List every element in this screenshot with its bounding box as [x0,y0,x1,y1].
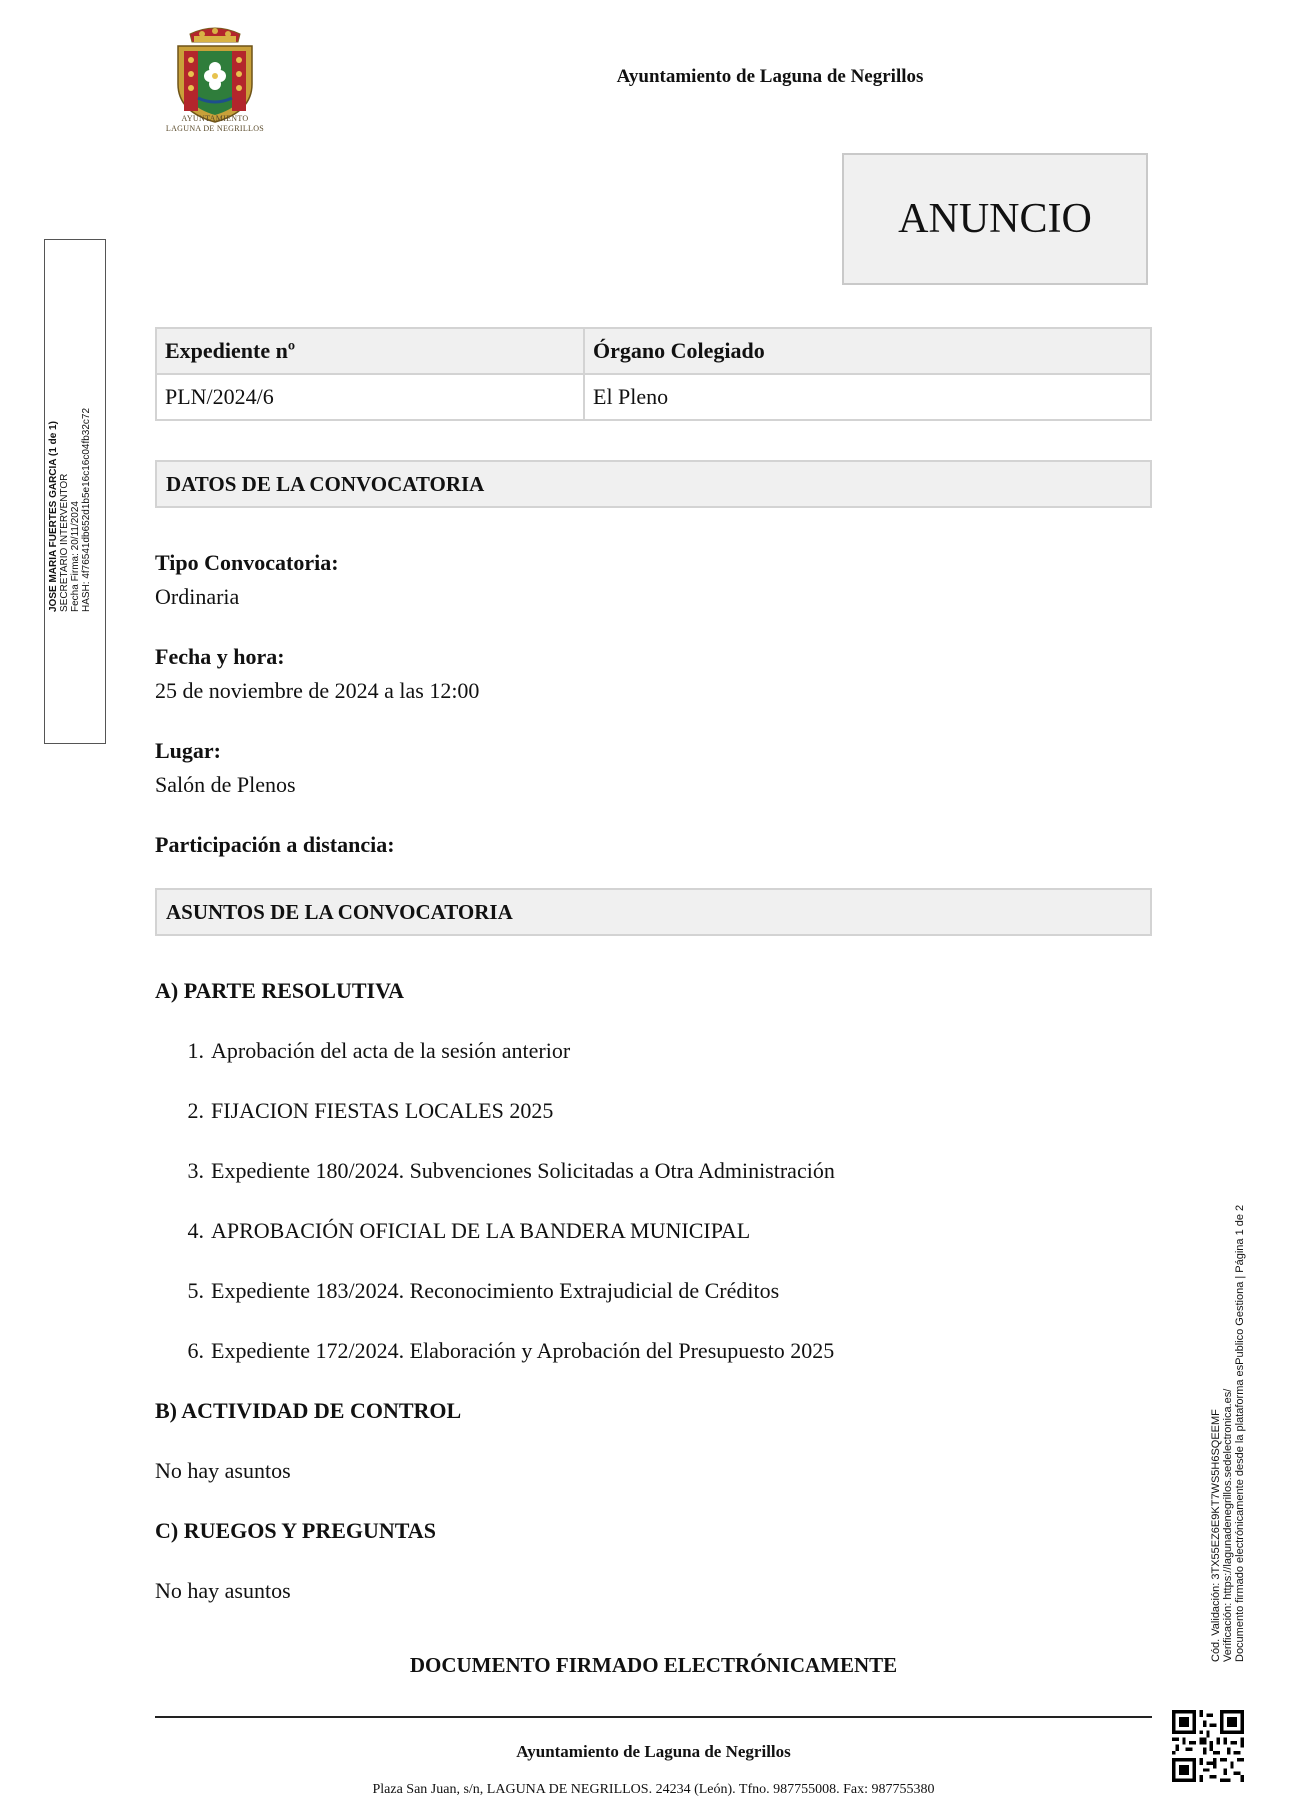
asuntos-section-title: ASUNTOS DE LA CONVOCATORIA [166,899,513,924]
expediente-value: PLN/2024/6 [156,374,584,420]
asuntos-section-bar [155,888,1152,936]
parte-b-heading: B) ACTIVIDAD DE CONTROL [155,1398,462,1423]
lugar-label: Lugar: [155,738,221,763]
qr-code-icon [1172,1710,1244,1782]
organo-header: Órgano Colegiado [584,328,1151,374]
datos-section-bar [155,460,1152,508]
organo-value: El Pleno [584,374,1151,420]
list-item: 4. APROBACIÓN OFICIAL DE LA BANDERA MUNICIPAL [187,1218,751,1243]
tipo-label: Tipo Convocatoria: [155,550,339,575]
parte-a-heading: A) PARTE RESOLUTIVA [155,978,405,1003]
parte-c-heading: C) RUEGOS Y PREGUNTAS [155,1518,436,1543]
list-item: 5. Expediente 183/2024. Reconocimiento Extrajudicial de Créditos [187,1278,780,1303]
document-type: ANUNCIO [898,196,1092,242]
validation-text: Cód. Validación: 3TX55EZ6E9KT7WS5H6SQEEMF Verificación: https://lagunadenegrillos.sedelectronica.es/ Documento firmado electrónicamente desde la plataforma esPublico Gestiona | Página 1 de 2 [1210,1204,1246,1662]
footer-title: Ayuntamiento de Laguna de Negrillos [516,1742,791,1761]
signature-stamp-text: JOSE MARIA FUERTES GARCIA (1 de 1) SECRETARIO INTERVENTOR Fecha Firma: 20/11/2024 HASH: 4f76541db652d1b5e16c16c04fb32c72 [48,407,92,612]
list-item: 2. FIJACION FIESTAS LOCALES 2025 [187,1098,554,1123]
expediente-header: Expediente nº [156,328,584,374]
datos-section-title: DATOS DE LA CONVOCATORIA [166,471,485,496]
agenda-list [155,1038,835,1398]
list-item: 1. Aprobación del acta de la sesión anterior [187,1038,571,1063]
signed-notice: DOCUMENTO FIRMADO ELECTRÓNICAMENTE [409,1653,898,1677]
fecha-label: Fecha y hora: [155,644,285,669]
document-type-box [842,153,1148,285]
tipo-value: Ordinaria [155,584,240,609]
expediente-table [155,327,1152,421]
footer-divider [155,1716,1152,1718]
distancia-label: Participación a distancia: [155,832,395,857]
list-item: 3. Expediente 180/2024. Subvenciones Solicitadas a Otra Administración [187,1158,835,1183]
parte-c-text: No hay asuntos [155,1578,291,1603]
lugar-value: Salón de Plenos [155,772,296,797]
list-item: 6. Expediente 172/2024. Elaboración y Aprobación del Presupuesto 2025 [187,1338,835,1363]
footer-address: Plaza San Juan, s/n, LAGUNA DE NEGRILLOS. 24234 (León). Tfno. 987755008. Fax: 987755380 [372,1782,935,1797]
logo-caption: AYUNTAMIENTO LAGUNA DE NEGRILLOS [165,114,265,133]
parte-b-text: No hay asuntos [155,1458,291,1483]
fecha-value: 25 de noviembre de 2024 a las 12:00 [155,678,480,703]
header-title: Ayuntamiento de Laguna de Negrillos [616,66,924,87]
